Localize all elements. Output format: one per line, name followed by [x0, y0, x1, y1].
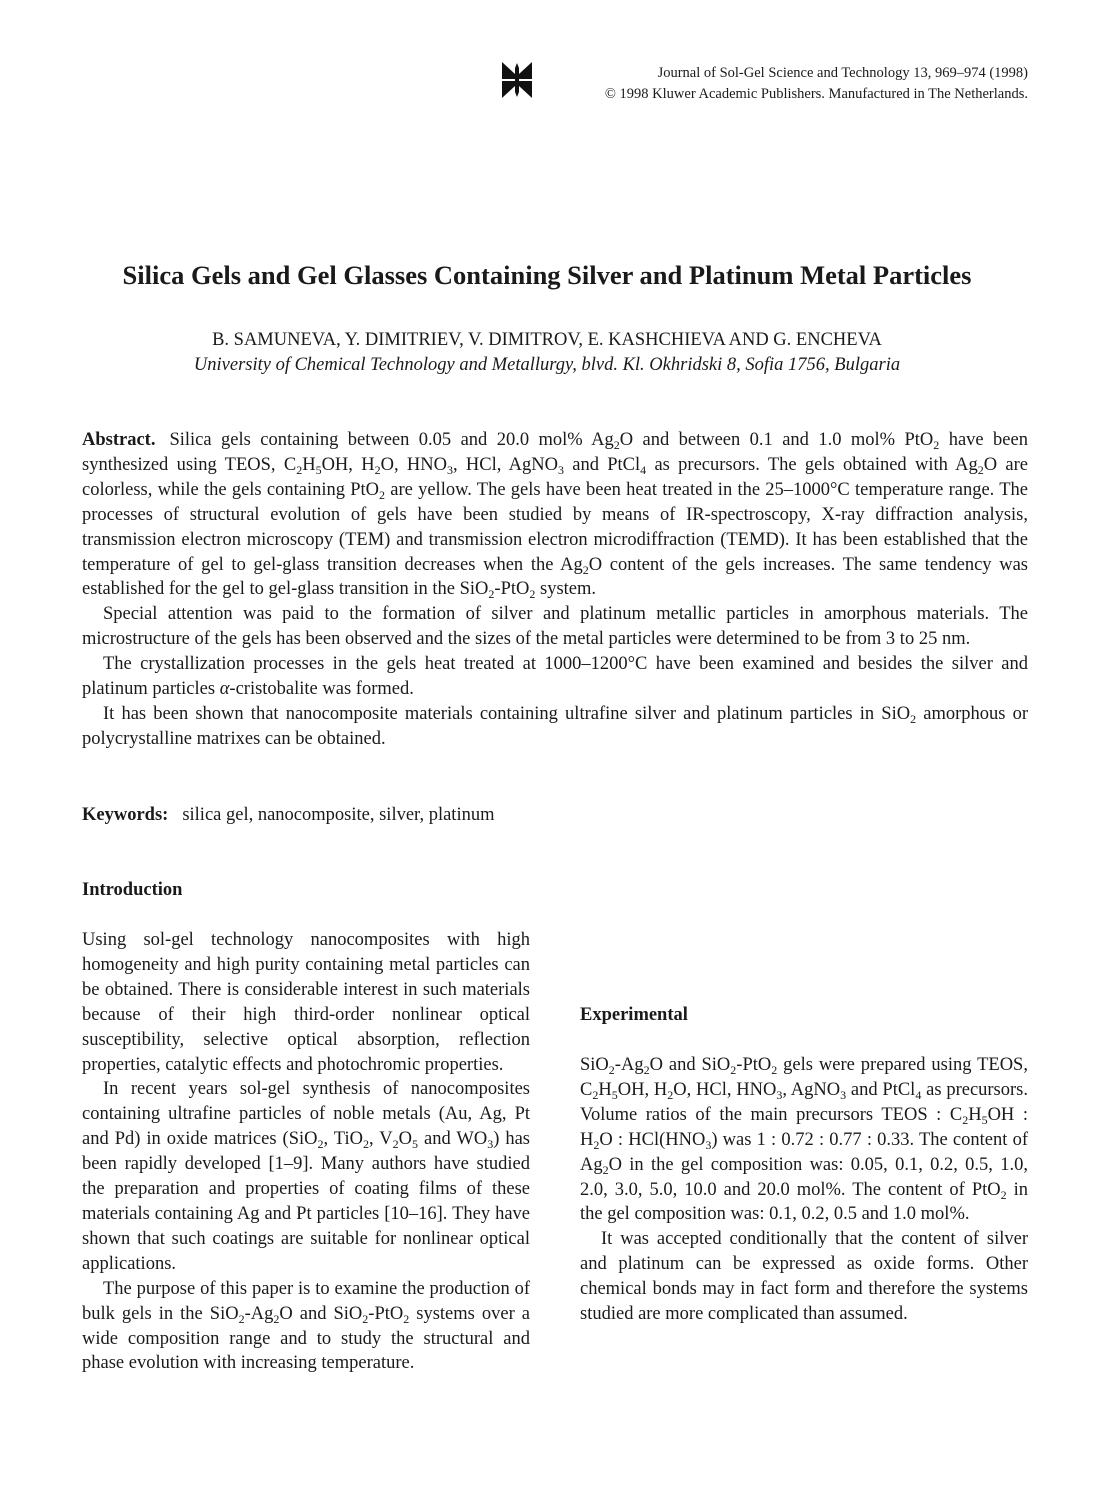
abstract-paragraph-4: It has been shown that nanocomposite materials containing ultrafine silver and platinum particles in SiO$_2$ amorphous or polycrystalline matrixes can be obtained.	[82, 703, 1029, 749]
paper-title: Silica Gels and Gel Glasses Containing Silver and Platinum Metal Particles	[122, 260, 972, 290]
copyright-line: © 1998 Kluwer Academic Publishers. Manufactured in The Netherlands.	[604, 86, 1028, 102]
keywords-text: silica gel, nanocomposite, silver, platinum	[182, 805, 495, 825]
journal-header	[545, 63, 1028, 105]
introduction-paragraph-2: In recent years sol-gel synthesis of nanocomposites containing ultrafine particles of noble metals (Au, Ag, Pt and Pd) in oxide matrices (SiO$_2$, TiO$_2$, $V_2O_5$ and $WO_3$) has been rapidly developed [1–9]. Many authors have studied the preparation and properties of coating films of these materials containing Ag and Pt particles [10–16]. They have shown that such coatings are suitable for nonlinear optical applications.	[82, 1079, 531, 1274]
experimental-heading: Experimental	[580, 1005, 688, 1025]
column-continuation-space	[580, 878, 1028, 1003]
publisher-logo-icon	[500, 60, 534, 100]
abstract-paragraph-2: Special attention was paid to the formation of silver and platinum metallic particles in amorphous materials. The microstructure of the gels has been observed and the sizes of the metal particles were determined to be from 3 to 25 nm.	[82, 604, 1028, 650]
heading-spacer	[580, 1028, 1028, 1053]
introduction-paragraph-1: Using sol-gel technology nanocomposites with high homogeneity and high purity containing metal particles can be obtained. There is considerable interest in such materials because of their high third-order nonlinear optical susceptibility, selective optical absorption, reflection properties, catalytic effects and photochromic properties.	[82, 930, 530, 1075]
experimental-paragraph-2: It was accepted conditionally that the content of silver and platinum can be expressed as oxide forms. Other chemical bonds may in fact form and therefore the systems studied are more complicated than assumed.	[580, 1229, 1028, 1325]
abstract-text-1: Silica gels containing between 0.05 and 20.0 mol% $Ag_2O$ and between 0.1 and 1.0 mol% PtO$_2$ have been synthesized using TEOS, $C_2H_5OH$, $H_2O$, $HNO_3$, HCl, AgNO$_3$ and PtCl$_4$ as precursors. The gels obtained with $Ag_2O$ are colorless, while the gels containing PtO$_2$ are yellow. The gels have been heat treated in the 25–1000°C temperature range. The processes of structural evolution of gels have been studied by means of IR-spectroscopy, X-ray diffraction analysis, transmission electron microscopy (TEM) and transmission electron microdiffraction (TEMD). It has been established that the temperature of gel to gel-glass transition decreases when the $Ag_2O$ content of the gels increases. The same tendency was established for the gel to gel-glass transition in the SiO$_2$-PtO$_2$ system.	[82, 430, 1028, 602]
keywords-label: Keywords:	[82, 805, 169, 825]
abstract	[82, 428, 1028, 752]
left-column	[82, 928, 530, 1376]
journal-citation: Journal of Sol-Gel Science and Technology 13, 969–974 (1998)	[657, 65, 1028, 81]
affiliation: University of Chemical Technology and Metallurgy, blvd. Kl. Okhridski 8, Sofia 1756, Bulgaria	[193, 355, 901, 375]
experimental-paragraph-1: $SiO_2-Ag_2O$ and SiO$_2$-PtO$_2$ gels were prepared using TEOS, $C_2H_5OH$, $H_2O$, HCl, $HNO_3$, AgNO$_3$ and PtCl$_4$ as precursors. Volume ratios of the main precursors TEOS : $C_2H_5OH$ : $H_2O$ : $HCl(HNO_3)$ was 1 : 0.72 : 0.77 : 0.33. The content of $Ag_2O$ in the gel composition was: 0.05, 0.1, 0.2, 0.5, 1.0, 2.0, 3.0, 5.0, 10.0 and 20.0 mol%. The content of PtO$_2$ in the gel composition was: 0.1, 0.2, 0.5 and 1.0 mol%.	[580, 1055, 1028, 1225]
abstract-label: Abstract.	[82, 430, 156, 450]
abstract-paragraph-3: The crystallization processes in the gels heat treated at 1000–1200°C have been examined and besides the silver and platinum particles α-cristobalite was formed.	[82, 654, 1028, 700]
abstract-paragraph-1	[82, 428, 1028, 602]
author-list: B. SAMUNEVA, Y. DIMITRIEV, V. DIMITROV, E. KASHCHIEVA AND G. ENCHEVA	[212, 330, 882, 350]
introduction-paragraph-3: The purpose of this paper is to examine the production of bulk gels in the $SiO_2-Ag_2O$ and SiO$_2$-PtO$_2$ systems over a wide composition range and to study the structural and phase evolution with increasing temperature.	[82, 1278, 530, 1374]
right-column	[580, 878, 1028, 1327]
keywords	[82, 803, 1028, 828]
introduction-heading: Introduction	[82, 880, 183, 900]
